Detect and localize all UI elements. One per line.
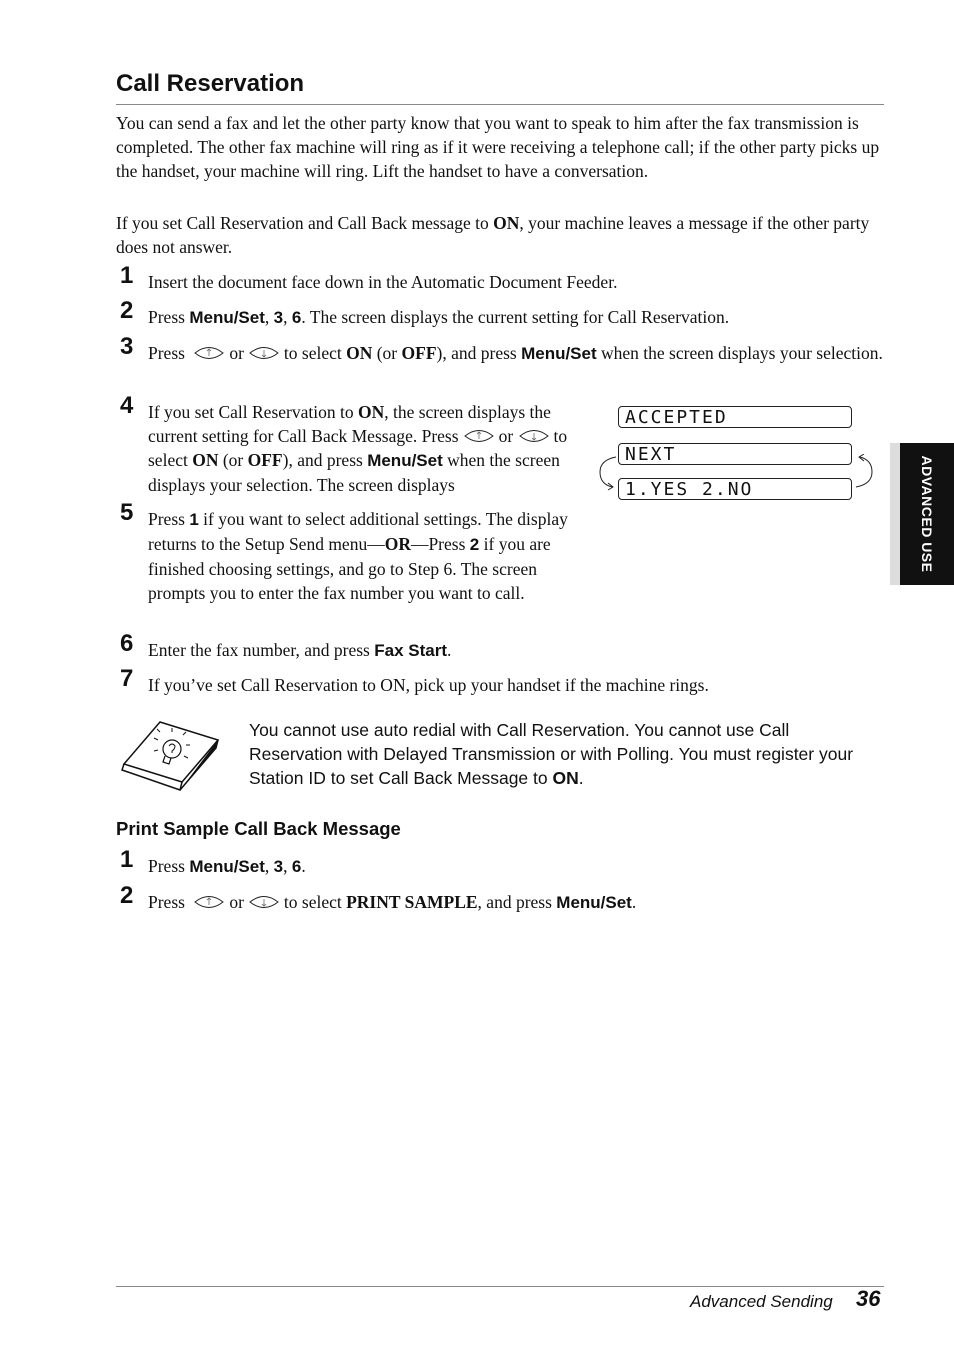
text: , [264,307,274,327]
loop-arrow-icon [596,454,618,494]
up-arrow-key-icon [193,344,225,362]
text: . [301,856,306,876]
text: when the screen displays your selection. [596,343,883,363]
step-number: 7 [120,665,134,692]
step-number: 2 [120,297,134,324]
on-term: ON [192,450,219,470]
key-2-label: 2 [469,535,480,554]
step-text [148,341,888,366]
step-text [148,305,888,330]
text: , [264,856,274,876]
print-sample-term: PRINT SAMPLE [346,892,478,912]
side-tab-label: ADVANCED USE [919,455,935,573]
intro-paragraph: You can send a fax and let the other party know that you want to speak to him after the fax transmission is completed. The other fax machine will ring as if it were receiving a telephone call; if the other party picks up the handset, your machine will ring. Lift the handset to have a conversation. [116,113,880,181]
down-arrow-key-icon [518,427,550,445]
text: , [283,307,292,327]
step-number: 1 [120,846,134,873]
step-text: If you’ve set Call Reservation to ON, pick up your handset if the machine rings. [148,675,709,695]
text: If you set Call Reservation to [148,402,358,422]
section-side-tab [890,443,954,585]
step-number: 3 [120,333,134,360]
text: If you set Call Reservation and Call Back message to [116,213,494,233]
lcd-line-1: ACCEPTED [618,406,852,428]
text: ), and press [436,343,522,363]
text: to select [148,426,568,470]
text: Enter the fax number, and press [148,640,375,660]
text: —Press [410,534,470,554]
key-6-label: 6 [291,308,302,327]
text: (or [218,450,248,470]
text: , [283,856,292,876]
menu-set-key-label: Menu/Set [189,308,265,327]
lcd-display [596,404,876,504]
key-3-label: 3 [273,308,284,327]
lcd-line-3: 1.YES 2.NO [618,478,852,500]
on-term: ON [552,768,579,788]
fax-start-key-label: Fax Start [374,641,447,660]
step-text [148,890,888,915]
up-arrow-key-icon [463,427,495,445]
step-text [148,507,578,605]
text: or [229,892,244,912]
footer-divider [116,1286,884,1287]
loop-arrow-icon [854,454,876,494]
off-term: OFF [247,450,283,470]
side-tab-background [900,443,954,585]
step-number: 5 [120,499,134,526]
text: , and press [477,892,557,912]
on-term: ON [346,343,373,363]
text: or [498,426,514,446]
step-text [148,854,888,879]
down-arrow-key-icon [248,893,280,911]
text: . [447,640,452,660]
text: . The screen displays the current setting for Call Reservation. [301,307,730,327]
section-heading: Print Sample Call Back Message [116,818,401,839]
key-1-label: 1 [189,510,199,529]
step-number: 2 [120,882,134,909]
on-term: ON [357,402,385,422]
text: when the screen displays your selection. The screen displays [148,450,560,495]
step-text [148,638,888,663]
text: if you are finished choosing settings, and go to Step 6. The screen prompts you to enter the fax number you want to call. [148,534,551,603]
step-text: Insert the document face down in the Automatic Document Feeder. [148,272,618,292]
text: (or [372,343,402,363]
lightbulb-note-icon [120,718,220,792]
text: Press [148,307,190,327]
menu-set-key-label: Menu/Set [521,344,597,363]
page-title: Call Reservation [116,70,305,97]
off-term: OFF [401,343,437,363]
note-text [249,718,869,790]
text: . [578,768,584,788]
text: , the screen displays the current setting for Call Back Message. Press [148,402,551,446]
text: to select [283,892,347,912]
intro-paragraph-on [116,211,884,259]
on-term: ON [493,213,520,233]
step-number: 1 [120,262,134,289]
lcd-line-2: NEXT [618,443,852,465]
menu-set-key-label: Menu/Set [556,893,632,912]
key-6-label: 6 [291,857,302,876]
or-term: OR [384,534,411,554]
footer-section-title: Advanced Sending [690,1292,833,1311]
text: Press [148,343,185,363]
text: or [229,343,244,363]
up-arrow-key-icon [193,893,225,911]
text: , your machine leaves a message if the other party does not answer. [116,213,870,257]
text: . [631,892,637,912]
down-arrow-key-icon [248,344,280,362]
menu-set-key-label: Menu/Set [367,451,443,470]
text: ), and press [282,450,368,470]
step-number: 4 [120,392,134,419]
menu-set-key-label: Menu/Set [189,857,265,876]
text: Press [148,892,185,912]
text: if you want to select additional settings. The display returns to the Setup Send menu— [148,509,568,554]
page-number: 36 [856,1286,881,1311]
step-number: 6 [120,630,134,657]
text: Press [148,509,190,529]
text: You cannot use auto redial with Call Reservation. You cannot use Call Reservation with Delayed Transmission or with Polling. You must register your Station ID to set Call Back Message to [249,720,854,788]
text: Press [148,856,190,876]
step-text [148,400,578,497]
key-3-label: 3 [273,857,284,876]
text: to select [283,343,347,363]
title-divider [116,104,884,105]
